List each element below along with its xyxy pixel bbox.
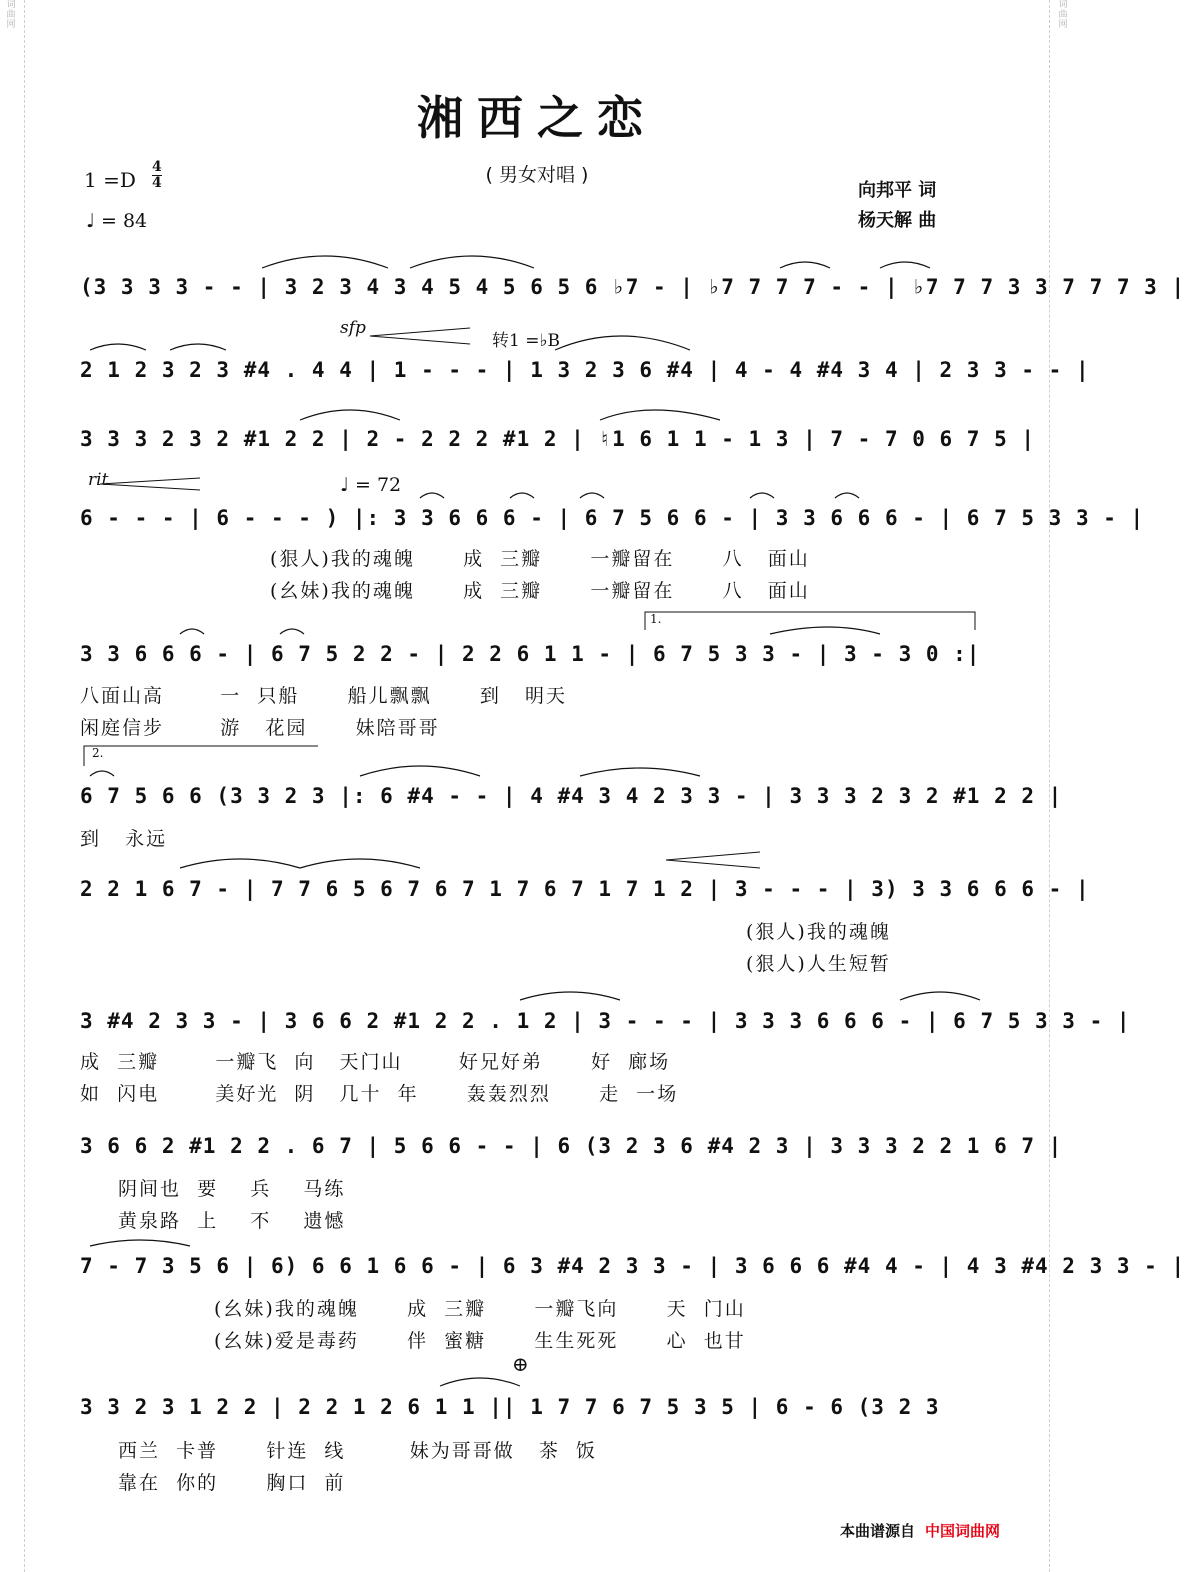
volta-1: 1. [650,612,662,626]
lyric-row: 如 闪电 美好光 阴 几十 年 轰轰烈烈 走 一场 [80,1083,679,1105]
lyric-row: (狠人)人生短暂 [746,953,891,975]
lyric-row: 阴间也 要 兵 马练 [118,1178,346,1200]
lyricist-credit: 向邦平 词 [858,180,937,201]
watermark-char: 曲 [6,10,16,20]
lyric-row: 靠在 你的 胸口 前 [118,1472,346,1494]
slur [280,629,304,634]
slur [600,410,720,420]
tempo-change-mark: ♩ = 72 [340,474,402,496]
slur [750,493,774,498]
song-title: 湘西之恋 [417,91,657,145]
notation-line: 3 3 2 3 1 2 2 | 2 2 1 2 6 1 1 || 1 7 7 6 7 5 3 5 | 6 - 6 (3 2 3 [80,1395,940,1419]
lyric-row: 到 永远 [80,828,168,850]
slur [90,344,146,350]
sfp-mark: sfp [340,318,366,338]
notation-line: 2 2 1 6 7 - | 7 7 6 5 6 7 6 7 1 7 6 7 1 7 1 2 | 3 - - - | 3) 3 3 6 6 6 - | [80,877,1090,901]
slur [520,992,620,1000]
time-bottom: 4 [152,175,162,191]
notation-line: 2 1 2 3 2 3 #4 . 4 4 | 1 - - - | 1 3 2 3 6 #4 | 4 - 4 #4 3 4 | 2 3 3 - - | [80,358,1090,382]
lyric-row: 闲庭信步 游 花园 妹陪哥哥 [80,717,440,739]
slur [880,262,930,268]
song-subtitle: ( 男女对唱 ) [485,164,589,186]
source-site: 中国词曲网 [925,1522,1001,1540]
slur [420,493,444,498]
tempo-marking: ♩ = 84 [86,210,148,232]
lyric-row: (狠人)我的魂魄 成 三瓣 一瓣留在 八 面山 [270,548,810,570]
slur [180,629,204,634]
hairpin [100,478,200,490]
slur [300,410,400,420]
lyric-row: 成 三瓣 一瓣飞 向 天门山 好兄好弟 好 廊场 [80,1051,671,1073]
key-signature: 1 =D [84,168,136,192]
coda-mark: ⊕ [512,1352,529,1376]
notation-line: 3 3 3 2 3 2 #1 2 2 | 2 - 2 2 2 #1 2 | ♮1 6 1 1 - 1 3 | 7 - 7 0 6 7 5 | [80,427,1036,451]
lyric-row: 黄泉路 上 不 遗憾 [118,1210,346,1232]
slur [300,859,420,868]
notation-line: 6 7 5 6 6 (3 3 2 3 |: 6 #4 - - | 4 #4 3 4 2 3 3 - | 3 3 3 2 3 2 #1 2 2 | [80,784,1063,808]
slur [900,992,980,1000]
volta-2: 2. [92,746,104,760]
slur [835,493,859,498]
composer-credit: 杨天解 曲 [858,210,937,231]
slur [440,1378,520,1386]
slur [580,493,604,498]
hairpin [370,328,470,344]
notation-line: 3 6 6 2 #1 2 2 . 6 7 | 5 6 6 - - | 6 (3 2 3 6 #4 2 3 | 3 3 3 2 2 1 6 7 | [80,1134,1063,1158]
slur [180,859,300,868]
watermark-char: 词 [6,0,16,10]
slur [580,768,700,776]
notation-line: 3 3 6 6 6 - | 6 7 5 2 2 - | 2 2 6 1 1 - | 6 7 5 3 3 - | 3 - 3 0 :| [80,642,981,666]
slur [360,766,480,776]
slur [410,256,534,268]
slur [262,256,388,268]
watermark-char: 词 [1058,0,1068,10]
lyric-row: 西兰 卡普 针连 线 妹为哥哥做 茶 饭 [118,1440,597,1462]
watermark-char: 网 [1058,20,1068,30]
slur [90,1240,190,1246]
source-label: 本曲谱源自 [840,1522,916,1540]
lyric-row: (幺妹)我的魂魄 成 三瓣 一瓣留在 八 面山 [270,580,810,602]
slur [780,262,830,268]
watermark-char: 网 [6,20,16,30]
volta-bracket [84,746,318,766]
slur [170,344,226,350]
hairpin [666,852,760,868]
slur [770,627,880,634]
lyric-row: 八面山高 一 只船 船儿飘飘 到 明天 [80,685,567,707]
notation-line: 6 - - - | 6 - - - ) |: 3 3 6 6 6 - | 6 7 5 6 6 - | 3 3 6 6 6 - | 6 7 5 3 3 - | [80,506,1145,530]
notation-line: 7 - 7 3 5 6 | 6) 6 6 1 6 6 - | 6 3 #4 2 3 3 - | 3 6 6 6 #4 4 - | 4 3 #4 2 3 3 - | [80,1254,1185,1278]
watermark-char: 曲 [1058,10,1068,20]
slur [90,771,114,776]
rit-mark: rit [88,470,109,490]
modulation-mark: 转1 =♭B [492,331,560,351]
lyric-row: (狠人)我的魂魄 [746,921,891,943]
lyric-row: (幺妹)爱是毒药 伴 蜜糖 生生死死 心 也甘 [214,1330,746,1352]
lyric-row: (幺妹)我的魂魄 成 三瓣 一瓣飞向 天 门山 [214,1298,746,1320]
notation-line: 3 #4 2 3 3 - | 3 6 6 2 #1 2 2 . 1 2 | 3 - - - | 3 3 3 6 6 6 - | 6 7 5 3 3 - | [80,1009,1131,1033]
slur [555,336,690,350]
slur [510,493,534,498]
notation-line: (3 3 3 3 - - | 3 2 3 4 3 4 5 4 5 6 5 6 ♭7 - | ♭7 7 7 7 - - | ♭7 7 7 3 3 7 7 7 3 | [80,275,1185,299]
time-top: 4 [152,159,162,175]
source-credit [840,1520,1000,1541]
